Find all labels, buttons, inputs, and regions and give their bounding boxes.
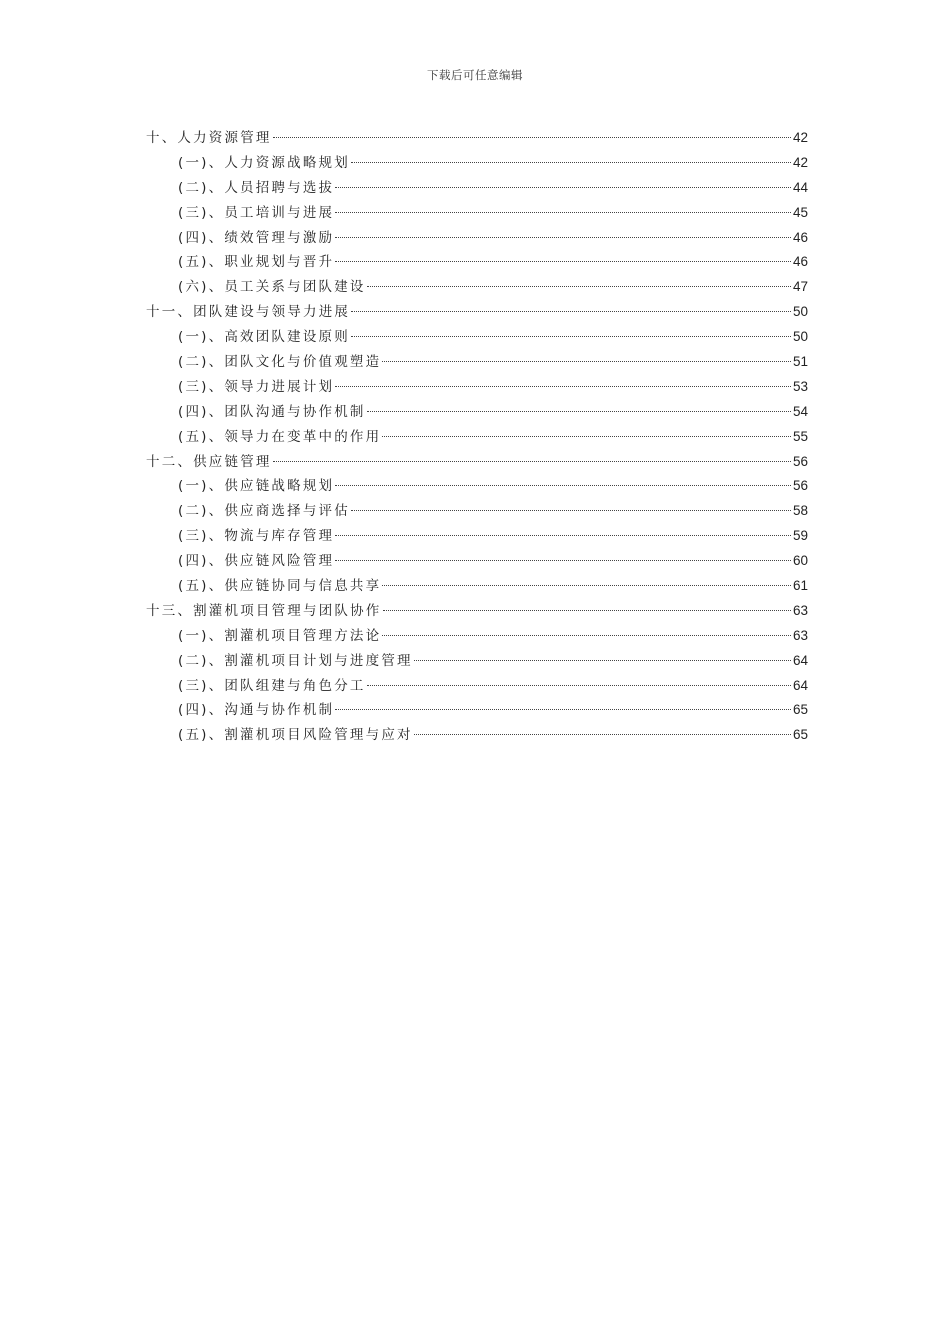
toc-section-entry[interactable] — [146, 350, 808, 375]
toc-dot-leader — [367, 286, 791, 287]
toc-entry-page-number: 45 — [792, 204, 808, 220]
toc-section-entry[interactable] — [146, 549, 808, 574]
toc-dot-leader — [382, 635, 791, 636]
toc-section-entry[interactable] — [146, 325, 808, 350]
toc-dot-leader — [335, 485, 791, 486]
toc-section-entry[interactable] — [146, 275, 808, 300]
toc-entry-page-number: 50 — [792, 304, 808, 320]
toc-section-entry[interactable] — [146, 624, 808, 649]
page-header: 下载后可任意编辑 — [427, 68, 523, 82]
toc-entry-title: (一)、高效团队建设原则 — [178, 329, 350, 346]
toc-section-entry[interactable] — [146, 176, 808, 201]
toc-entry-title: (四)、沟通与协作机制 — [178, 702, 335, 719]
toc-entry-page-number: 60 — [792, 553, 808, 569]
toc-section-entry[interactable] — [146, 499, 808, 524]
toc-entry-title: (四)、团队沟通与协作机制 — [178, 403, 366, 420]
toc-dot-leader — [382, 585, 791, 586]
toc-entry-page-number: 47 — [792, 279, 808, 295]
toc-entry-title: (一)、人力资源战略规划 — [178, 154, 350, 171]
toc-entry-page-number: 65 — [792, 727, 808, 743]
toc-entry-title: 十一、团队建设与领导力进展 — [146, 304, 351, 321]
toc-dot-leader — [351, 311, 791, 312]
toc-entry-title: (五)、职业规划与晋升 — [178, 254, 335, 271]
toc-dot-leader — [351, 510, 791, 511]
toc-entry-title: 十、人力资源管理 — [146, 130, 272, 146]
toc-entry-page-number: 56 — [792, 478, 808, 494]
toc-dot-leader — [383, 610, 791, 611]
toc-entry-title: (三)、领导力进展计划 — [178, 378, 335, 395]
toc-entry-title: (六)、员工关系与团队建设 — [178, 279, 366, 296]
toc-entry-page-number: 64 — [792, 677, 808, 693]
toc-entry-title: (三)、员工培训与进展 — [178, 204, 335, 221]
toc-chapter-entry[interactable] — [146, 300, 808, 325]
toc-entry-title: 十三、割灌机项目管理与团队协作 — [146, 602, 382, 619]
toc-section-entry[interactable] — [146, 723, 808, 748]
toc-entry-page-number: 59 — [792, 528, 808, 544]
toc-entry-title: (一)、割灌机项目管理方法论 — [178, 627, 382, 644]
toc-dot-leader — [351, 162, 791, 163]
toc-section-entry[interactable] — [146, 425, 808, 450]
toc-entry-page-number: 65 — [792, 702, 808, 718]
toc-entry-page-number: 46 — [792, 254, 808, 270]
toc-dot-leader — [335, 212, 791, 213]
toc-entry-title: (五)、割灌机项目风险管理与应对 — [178, 727, 413, 744]
toc-section-entry[interactable] — [146, 375, 808, 400]
toc-entry-page-number: 64 — [792, 652, 808, 668]
toc-entry-title: (二)、人员招聘与选拔 — [178, 179, 335, 196]
toc-section-entry[interactable] — [146, 649, 808, 674]
table-of-contents — [146, 126, 808, 748]
toc-entry-page-number: 51 — [792, 354, 808, 370]
toc-entry-title: (五)、领导力在变革中的作用 — [178, 428, 382, 445]
toc-section-entry[interactable] — [146, 151, 808, 176]
toc-section-entry[interactable] — [146, 674, 808, 699]
toc-dot-leader — [273, 461, 791, 462]
toc-dot-leader — [335, 560, 791, 561]
toc-section-entry[interactable] — [146, 400, 808, 425]
toc-section-entry[interactable] — [146, 201, 808, 226]
toc-dot-leader — [335, 709, 791, 710]
toc-section-entry[interactable] — [146, 574, 808, 599]
toc-dot-leader — [335, 386, 791, 387]
toc-entry-page-number: 61 — [792, 578, 808, 594]
toc-section-entry[interactable] — [146, 250, 808, 275]
toc-chapter-entry[interactable] — [146, 450, 808, 475]
toc-chapter-entry[interactable] — [146, 126, 808, 151]
toc-dot-leader — [351, 336, 791, 337]
toc-entry-title: (四)、绩效管理与激励 — [178, 229, 335, 246]
toc-dot-leader — [414, 660, 791, 661]
toc-entry-title: (四)、供应链风险管理 — [178, 553, 335, 570]
toc-entry-title: (五)、供应链协同与信息共享 — [178, 578, 382, 595]
toc-entry-page-number: 63 — [792, 627, 808, 643]
toc-dot-leader — [414, 734, 791, 735]
toc-dot-leader — [382, 436, 791, 437]
toc-entry-page-number: 58 — [792, 503, 808, 519]
toc-dot-leader — [367, 411, 791, 412]
toc-dot-leader — [335, 261, 791, 262]
toc-entry-page-number: 42 — [792, 154, 808, 170]
toc-dot-leader — [335, 187, 791, 188]
toc-entry-title: (二)、供应商选择与评估 — [178, 503, 350, 520]
toc-entry-page-number: 46 — [792, 229, 808, 245]
toc-entry-page-number: 50 — [792, 329, 808, 345]
toc-dot-leader — [273, 137, 791, 138]
toc-entry-page-number: 63 — [792, 602, 808, 618]
toc-entry-page-number: 44 — [792, 179, 808, 195]
toc-entry-page-number: 55 — [792, 428, 808, 444]
toc-dot-leader — [382, 361, 791, 362]
toc-entry-page-number: 42 — [792, 130, 808, 145]
toc-entry-page-number: 54 — [792, 403, 808, 419]
toc-entry-title: (二)、团队文化与价值观塑造 — [178, 354, 382, 371]
toc-section-entry[interactable] — [146, 474, 808, 499]
toc-section-entry[interactable] — [146, 524, 808, 549]
toc-section-entry[interactable] — [146, 698, 808, 723]
toc-entry-page-number: 53 — [792, 378, 808, 394]
toc-entry-title: (三)、团队组建与角色分工 — [178, 677, 366, 694]
toc-chapter-entry[interactable] — [146, 599, 808, 624]
toc-entry-title: (二)、割灌机项目计划与进度管理 — [178, 652, 413, 669]
toc-entry-title: 十二、供应链管理 — [146, 453, 272, 470]
toc-entry-page-number: 56 — [792, 453, 808, 469]
toc-entry-title: (三)、物流与库存管理 — [178, 528, 335, 545]
toc-dot-leader — [335, 237, 791, 238]
toc-entry-title: (一)、供应链战略规划 — [178, 478, 335, 495]
toc-dot-leader — [367, 685, 791, 686]
toc-dot-leader — [335, 535, 791, 536]
toc-section-entry[interactable] — [146, 226, 808, 251]
